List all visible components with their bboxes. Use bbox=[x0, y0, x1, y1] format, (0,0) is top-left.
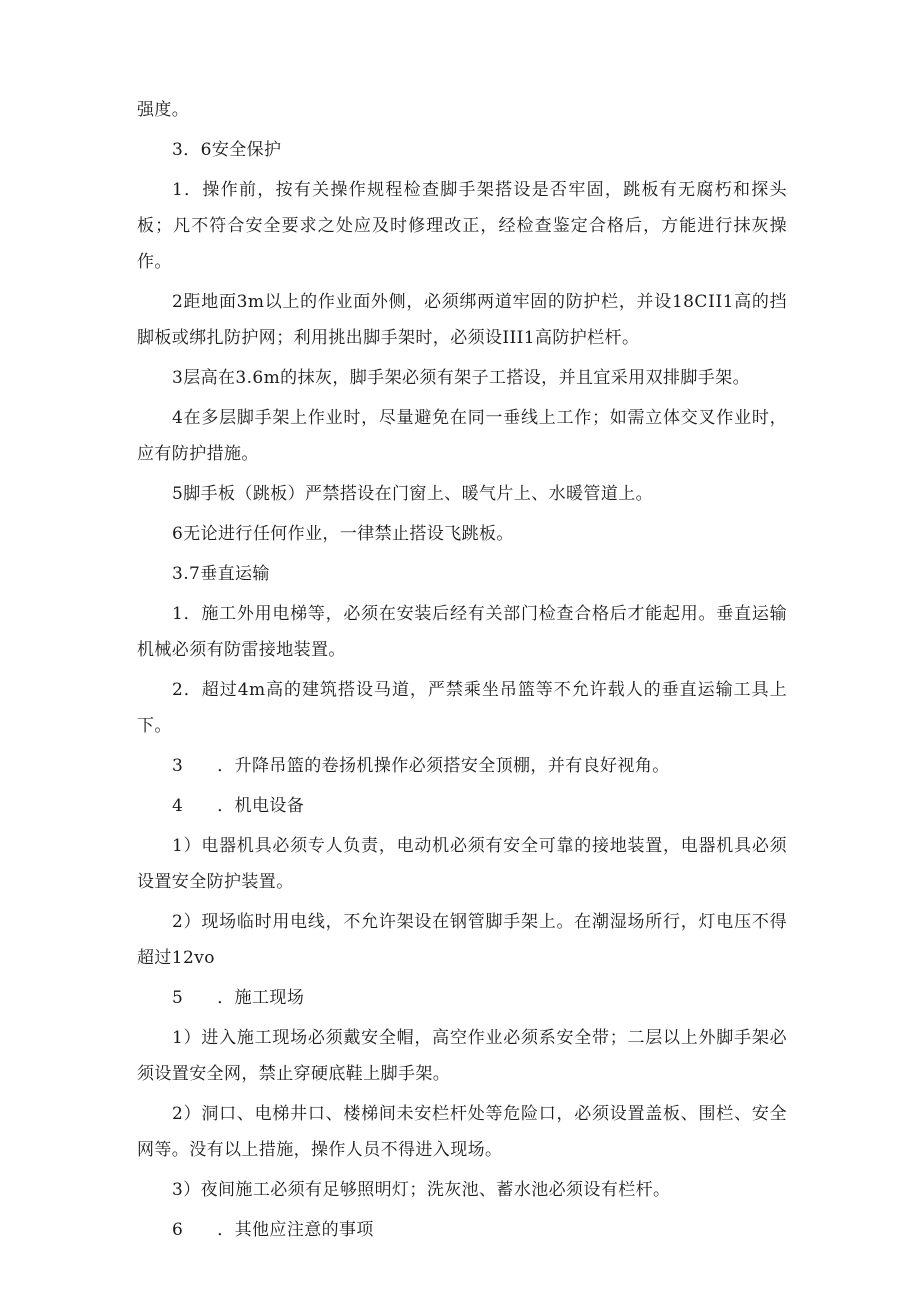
item-text: ．升降吊篮的卷扬机操作必须搭安全顶棚，并有良好视角。 bbox=[217, 756, 670, 776]
item-text: ．施工现场 bbox=[217, 988, 305, 1008]
paragraph-electrical-item-2: 2）现场临时用电线，不允许架设在钢管脚手架上。在潮湿场所行，灯电压不得超过12vo bbox=[137, 912, 787, 968]
paragraph-continuation: 强度。 bbox=[137, 100, 190, 120]
paragraph-transport-item-1: 1．施工外用电梯等，必须在安装后经有关部门检查合格后才能起用。垂直运输机械必须有防雷接地装置。 bbox=[137, 604, 787, 660]
item-number: 4 bbox=[172, 796, 184, 816]
paragraph-safety-item-2: 2距地面3m以上的作业面外侧，必须绑两道牢固的防护栏，并设18CⅠI1高的挡脚板或绑扎防护网；利用挑出脚手架时，必须设ⅠⅠI1高防护栏杆。 bbox=[137, 292, 787, 348]
paragraph-safety-item-6: 6无论进行任何作业，一律禁止搭设飞跳板。 bbox=[172, 524, 514, 544]
item-text: ．机电设备 bbox=[217, 796, 305, 816]
paragraph-site-item-3: 3）夜间施工必须有足够照明灯；洗灰池、蓄水池必须设有栏杆。 bbox=[172, 1180, 671, 1200]
item-number: 3 bbox=[172, 756, 184, 776]
paragraph-transport-item-3 bbox=[137, 748, 787, 784]
paragraph-electrical-item-1: 1）电器机具必须专人负责，电动机必须有安全可靠的接地装置，电器机具必须设置安全防护装置。 bbox=[137, 836, 787, 892]
section-heading-vertical-transport: 3.7垂直运输 bbox=[172, 564, 270, 584]
paragraph-safety-item-5: 5脚手板（跳板）严禁搭设在门窗上、暖气片上、水暖管道上。 bbox=[172, 484, 654, 504]
section-heading-safety: 3．6安全保护 bbox=[172, 140, 282, 160]
document-body bbox=[137, 92, 787, 1248]
section-heading-electrical bbox=[137, 788, 787, 824]
paragraph-safety-item-3: 3层高在3.6m的抹灰，脚手架必须有架子工搭设，并且宜采用双排脚手架。 bbox=[172, 368, 750, 388]
paragraph-site-item-1: 1）进入施工现场必须戴安全帽，高空作业必须系安全带；二层以上外脚手架必须设置安全网，禁止穿硬底鞋上脚手架。 bbox=[137, 1028, 787, 1084]
section-heading-site bbox=[137, 980, 787, 1016]
paragraph-transport-item-2: 2．超过4m高的建筑搭设马道，严禁乘坐吊篮等不允许载人的垂直运输工具上下。 bbox=[137, 680, 787, 736]
paragraph-safety-item-1: 1．操作前，按有关操作规程检查脚手架搭设是否牢固，跳板有无腐朽和探头板；凡不符合安全要求之处应及时修理改正，经检查鉴定合格后，方能进行抹灰操作。 bbox=[137, 180, 787, 272]
section-heading-other bbox=[137, 1212, 787, 1248]
item-number: 5 bbox=[172, 988, 184, 1008]
paragraph-site-item-2: 2）洞口、电梯井口、楼梯间未安栏杆处等危险口，必须设置盖板、围栏、安全网等。没有以上措施，操作人员不得进入现场。 bbox=[137, 1104, 787, 1160]
paragraph-safety-item-4: 4在多层脚手架上作业时，尽量避免在同一垂线上工作；如需立体交叉作业时，应有防护措施。 bbox=[137, 408, 787, 464]
item-text: ．其他应注意的事项 bbox=[217, 1220, 374, 1240]
item-number: 6 bbox=[172, 1220, 184, 1240]
